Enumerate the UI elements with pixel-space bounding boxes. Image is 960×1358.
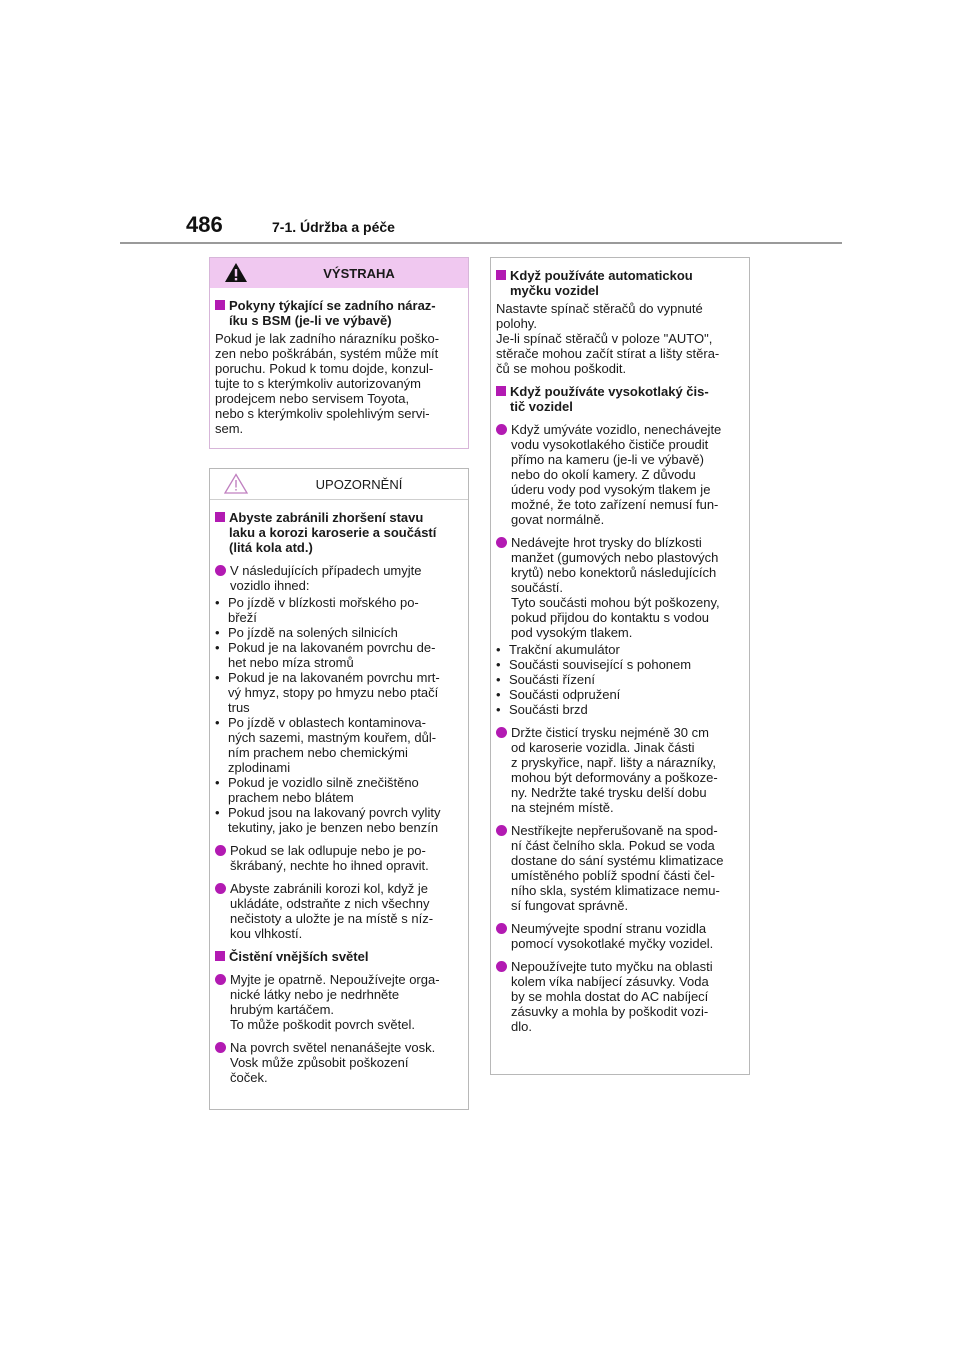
- round-bullet-icon: [496, 825, 507, 836]
- list-item: • Pokud jsou na lakovaný povrch vylity tekutiny, jako je benzen nebo benzín: [215, 805, 441, 835]
- list-item: Myjte je opatrně. Nepoužívejte orga- nické látky nebo je nedrhněte hrubým kartáčem. To může poškodit povrch světel.: [215, 972, 463, 1032]
- round-bullet-icon: [496, 961, 507, 972]
- square-bullet-icon: [215, 951, 225, 961]
- list-item: Neumývejte spodní stranu vozidla pomocí vysokotlaké myčky vozidel.: [496, 921, 744, 951]
- sub-list: [496, 642, 744, 717]
- list-item: Abyste zabránili korozi kol, když je ukládáte, odstraňte z nich všechny nečistoty a uložte je na místě s níz- kou vlhkostí.: [215, 881, 463, 941]
- round-bullet-icon: [215, 565, 226, 576]
- right-heading-1: Když používáte automatickou myčku vozidel: [496, 268, 744, 298]
- warning-title: VÝSTRAHA: [323, 265, 395, 281]
- sub-list: [215, 595, 463, 835]
- round-bullet-icon: [215, 845, 226, 856]
- square-bullet-icon: [215, 300, 225, 310]
- list-item: • Trakční akumulátor: [496, 642, 620, 657]
- list-item: Nepoužívejte tuto myčku na oblasti kolem víka nabíjecí zásuvky. Voda by se mohla dostat do AC nabíjecí zásuvky a mohla by poškodit vozi- dlo.: [496, 959, 744, 1034]
- right-notice-box: [490, 257, 750, 1075]
- list-item: Na povrch světel nenanášejte vosk. Vosk může způsobit poškození čoček.: [215, 1040, 463, 1085]
- caution-triangle-icon: [224, 473, 248, 497]
- page-number: 486: [186, 212, 223, 237]
- warning-text: Pokud je lak zadního nárazníku poško- zen nebo poškrábán, systém může mít poruchu. Pokud k tomu dojde, konzul- tujte to s kterýmkoliv autorizovaným prodejcem nebo servisem Toyota, nebo s kterýmkoliv spolehlivým servi- sem.: [215, 331, 440, 436]
- round-bullet-icon: [496, 727, 507, 738]
- notice-header: [210, 469, 468, 500]
- list-item: • Součásti odpružení: [496, 687, 621, 702]
- list-item: • Po jízdě v blízkosti mořského po- břeží: [215, 595, 419, 625]
- round-bullet-icon: [496, 424, 507, 435]
- list-item: Nestříkejte nepřerušovaně na spod- ní část čelního skla. Pokud se voda dostane do sání systému klimatizace umístěného poblíž spodní části čel- ního skla, systém klimatizace nemu- sí fungovat správně.: [496, 823, 744, 913]
- section-title: 7-1. Údržba a péče: [272, 219, 395, 235]
- list-item: Když umýváte vozidlo, nenechávejte vodu vysokotlakého čističe proudit přímo na kameru (je-li ve výbavě) nebo do okolí kamery. Z důvodu úderu vody pod vysokým tlakem je možné, že toto zařízení nemusí fun- govat normálně.: [496, 422, 744, 527]
- list-item: • Pokud je na lakovaném povrchu de- het nebo míza stromů: [215, 640, 436, 670]
- square-bullet-icon: [496, 386, 506, 396]
- list-item: Nedávejte hrot trysky do blízkosti manžet (gumových nebo plastových krytů) nebo konektorů následujících součástí. Tyto součásti mohou být poškozeny, pokud přijdou do kontaktu s vodou pod vysokým tlakem.: [496, 535, 744, 640]
- notice-box: [209, 468, 469, 1110]
- list-item: • Pokud je vozidlo silně znečištěno prachem nebo blátem: [215, 775, 419, 805]
- round-bullet-icon: [496, 537, 507, 548]
- list-item: • Pokud je na lakovaném povrchu mrt- vý hmyz, stopy po hmyzu nebo ptačí trus: [215, 670, 440, 715]
- notice-heading-1: Abyste zabránili zhoršení stavu laku a korozi karoserie a součástí (litá kola atd.): [215, 510, 463, 555]
- header-rule: [120, 242, 842, 244]
- round-bullet-icon: [496, 923, 507, 934]
- list-item: Držte čisticí trysku nejméně 30 cm od karoserie vozidla. Jinak části z pryskyřice, např. lišty a nárazníky, mohou být deformovány a poškoze- ny. Nedržte také trysku delší dobu na stejném místě.: [496, 725, 744, 815]
- list-item: • Po jízdě v oblastech kontaminova- ných sazemi, mastným kouřem, důl- ním prachem nebo chemickými zplodinami: [215, 715, 437, 775]
- list-item: • Součásti související s pohonem: [496, 657, 692, 672]
- right-paragraph-1: Nastavte spínač stěračů do vypnuté polohy. Je-li spínač stěračů v poloze "AUTO", stěrače mohou začít stírat a lišty stěra- čů se mohou poškodit.: [496, 301, 720, 376]
- round-bullet-icon: [215, 883, 226, 894]
- warning-header: [210, 258, 468, 288]
- round-bullet-icon: [215, 974, 226, 985]
- list-item: • Po jízdě na solených silnicích: [215, 625, 398, 640]
- list-item: Pokud se lak odlupuje nebo je po- škrábaný, nechte ho ihned opravit.: [215, 843, 463, 873]
- warning-box: [209, 257, 469, 449]
- list-item: • Součásti řízení: [496, 672, 595, 687]
- round-bullet-icon: [215, 1042, 226, 1053]
- square-bullet-icon: [215, 512, 225, 522]
- list-item: • Součásti brzd: [496, 702, 588, 717]
- warning-triangle-icon: [224, 262, 248, 286]
- right-heading-2: Když používáte vysokotlaký čis- tič vozidel: [496, 384, 744, 414]
- square-bullet-icon: [496, 270, 506, 280]
- list-item: V následujících případech umyjte vozidlo ihned:: [215, 563, 463, 593]
- warning-heading: Pokyny týkající se zadního náraz- íku s BSM (je-li ve výbavě): [215, 298, 463, 328]
- notice-heading-2: Čistění vnějších světel: [215, 949, 463, 964]
- notice-title: UPOZORNĚNÍ: [315, 476, 403, 492]
